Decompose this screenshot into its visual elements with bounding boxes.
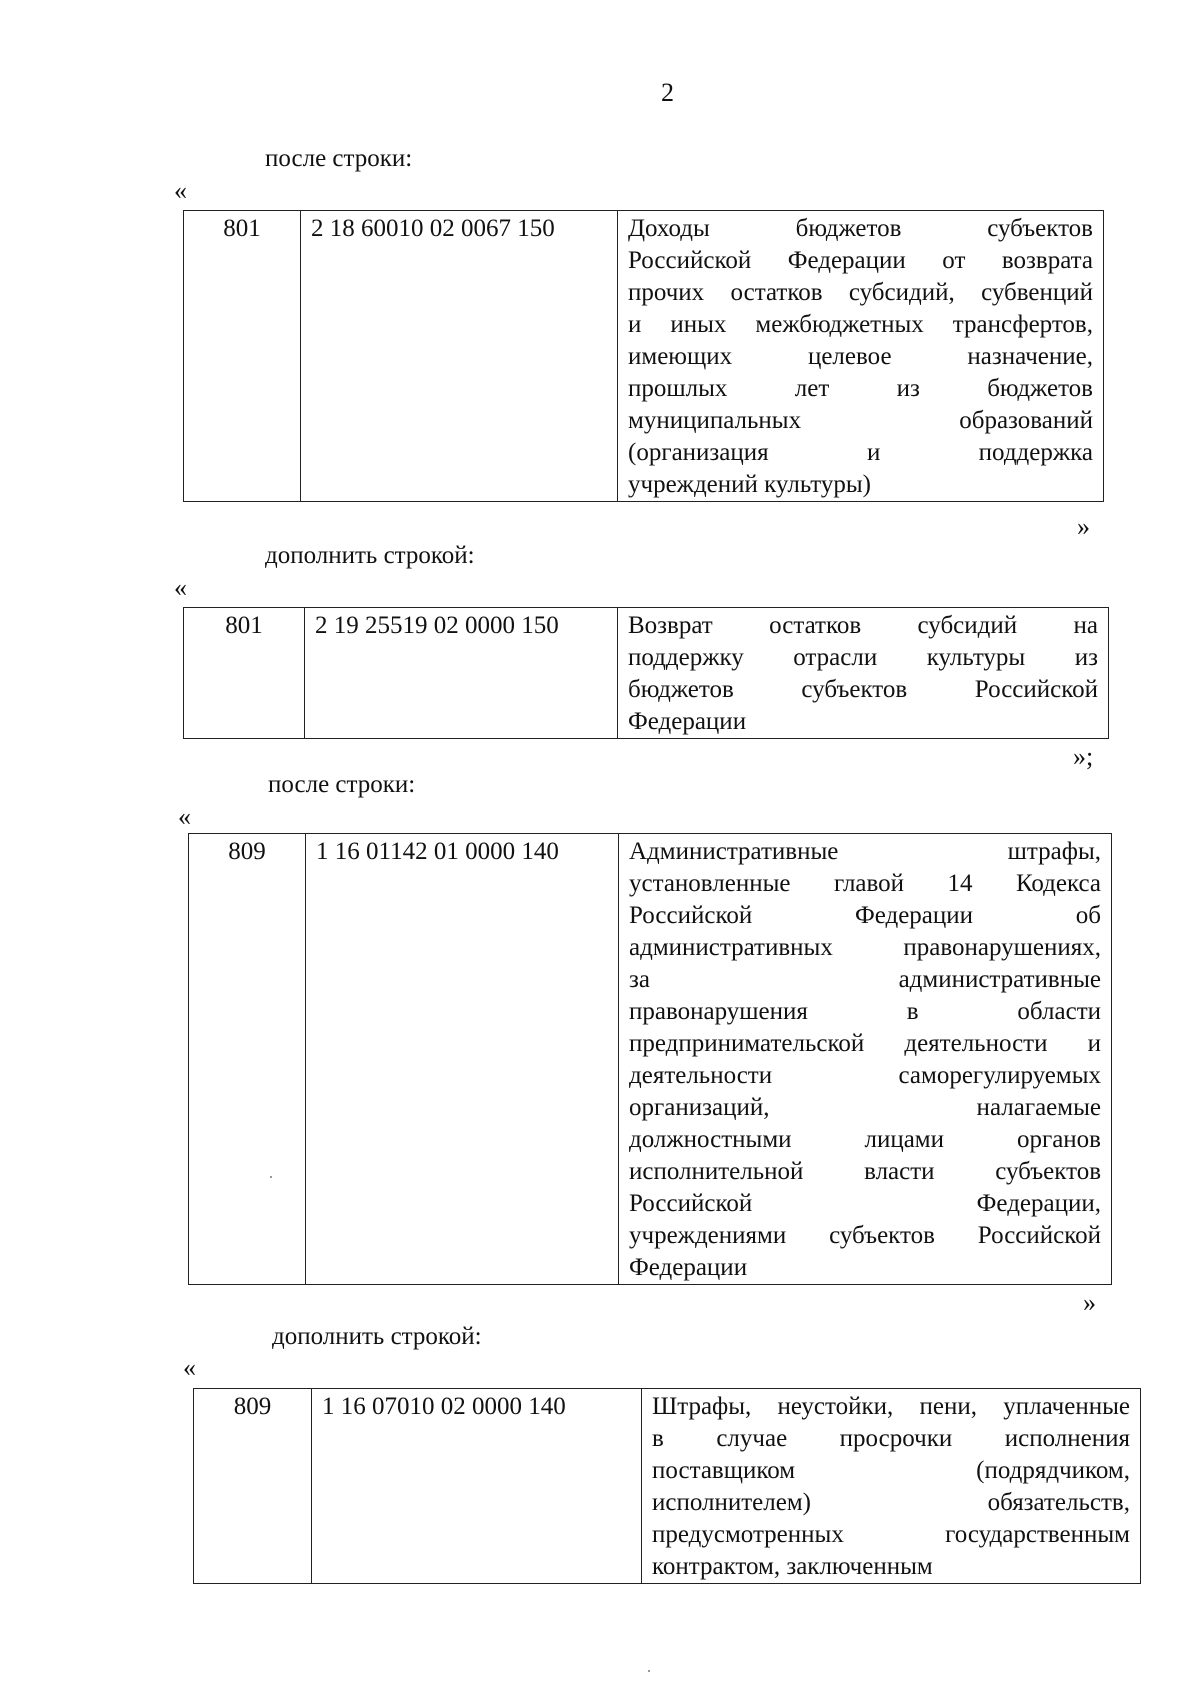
income-name-line: Административные штрафы, [629,838,1101,865]
income-name-line: Федерации [629,1254,748,1281]
income-name-line: учреждений культуры) [628,471,871,498]
income-name-line: бюджетов субъектов Российской [628,676,1098,703]
admin-code-cell [194,1389,312,1584]
income-name-line: предпринимательской деятельности и [629,1030,1101,1057]
income-name-line: исполнительной власти субъектов [629,1158,1101,1185]
income-name-line: прошлых лет из бюджетов [628,375,1093,402]
table-row [184,608,1109,739]
income-name-cell [618,608,1109,739]
budget-code: 1 16 07010 02 0000 140 [322,1393,566,1420]
income-name-line: прочих остатков субсидий, субвенций [628,279,1093,306]
income-name-line: в случае просрочки исполнения [652,1425,1130,1452]
income-name-line: предусмотренных государственным [652,1521,1130,1548]
admin-code-cell [184,211,301,502]
income-name-line: и иных межбюджетных трансфертов, [628,311,1093,338]
code-table [183,607,1109,739]
income-name-line: поддержку отрасли культуры из [628,644,1098,671]
income-name-line: контрактом, заключенным [652,1553,933,1580]
income-name-line: Возврат остатков субсидий на [628,612,1098,639]
income-name-line: административных правонарушениях, [629,934,1101,961]
close-quote: » [1077,512,1090,541]
intro-text: после строки: [265,145,413,172]
income-name-line: (организация и поддержка [628,439,1093,466]
income-name-line: исполнителем) обязательств, [652,1489,1130,1516]
open-quote: « [174,573,187,602]
income-name-line: должностными лицами органов [629,1126,1101,1153]
income-name-line: Российской Федерации от возврата [628,247,1093,274]
income-name-line: за административные [629,966,1101,993]
income-name-line: организаций, налагаемые [629,1094,1101,1121]
intro-text: дополнить строкой: [272,1323,482,1350]
code-table [183,210,1104,502]
admin-code: 809 [228,838,266,865]
admin-code: 801 [225,612,263,639]
income-name-line: поставщиком (подрядчиком, [652,1457,1130,1484]
page-number: 2 [661,78,674,107]
income-name-line: муниципальных образований [628,407,1093,434]
income-name-line: Штрафы, неустойки, пени, уплаченные [652,1393,1130,1420]
income-name-line: Федерации [628,708,747,735]
budget-code: 2 19 25519 02 0000 150 [315,612,559,639]
table-row [194,1389,1141,1584]
admin-code-cell [189,834,306,1285]
income-name-cell [619,834,1112,1285]
open-quote: « [183,1353,196,1382]
close-quote: » [1083,1288,1096,1317]
scan-speck [270,1176,272,1178]
budget-code-cell [312,1389,642,1584]
budget-code: 2 18 60010 02 0067 150 [311,215,555,242]
close-quote: »; [1073,742,1094,771]
income-name-line: учреждениями субъектов Российской [629,1222,1101,1249]
code-table [188,833,1112,1285]
budget-code-cell [301,211,618,502]
income-name-line: имеющих целевое назначение, [628,343,1093,370]
income-name-line: правонарушения в области [629,998,1101,1025]
budget-code: 1 16 01142 01 0000 140 [316,838,559,865]
budget-code-cell [305,608,618,739]
income-name-line: Доходы бюджетов субъектов [628,215,1093,242]
open-quote: « [174,176,187,205]
intro-text: после строки: [268,771,416,798]
budget-code-cell [306,834,619,1285]
income-name-cell [642,1389,1141,1584]
intro-text: дополнить строкой: [265,542,475,569]
income-name-cell [618,211,1104,502]
scan-speck [648,1670,650,1672]
income-name-line: Российской Федерации, [629,1190,1101,1217]
table-row [189,834,1112,1285]
admin-code: 801 [223,215,261,242]
income-name-line: установленные главой 14 Кодекса [629,870,1101,897]
code-table [193,1388,1141,1584]
admin-code-cell [184,608,305,739]
income-name-line: Российской Федерации об [629,902,1101,929]
income-name-line: деятельности саморегулируемых [629,1062,1101,1089]
open-quote: « [178,802,191,831]
admin-code: 809 [233,1393,272,1420]
table-row [184,211,1104,502]
